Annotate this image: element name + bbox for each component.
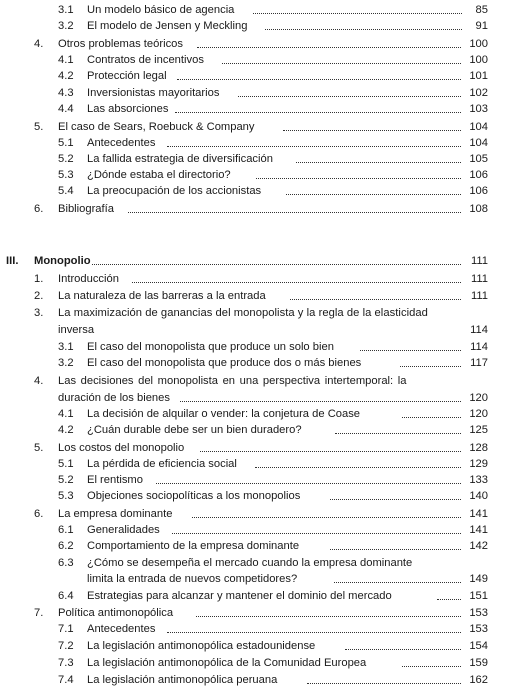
entry-title: La legislación antimonopólica estadounidense [87, 640, 316, 652]
dot-leader [402, 406, 461, 418]
toc-entry [0, 538, 517, 554]
dot-leader [283, 119, 461, 131]
toc-entry [0, 655, 517, 671]
entry-page: 133 [469, 474, 488, 486]
entry-page: 153 [469, 623, 488, 635]
entry-number: 4.1 [58, 54, 74, 66]
entry-title: Bibliografía [58, 203, 114, 215]
toc-entry [0, 101, 517, 117]
entry-page: 105 [469, 153, 488, 165]
entry-number: 1. [34, 273, 44, 285]
toc-entry [0, 406, 517, 422]
entry-page: 151 [469, 590, 488, 602]
dot-leader [330, 538, 461, 550]
entry-page: 128 [469, 442, 488, 454]
entry-page: 142 [469, 540, 488, 552]
dot-leader [132, 271, 461, 283]
entry-title: Estrategias para alcanzar y mantener el dominio del mercado [87, 590, 392, 602]
toc-entry [0, 672, 517, 688]
entry-number: 4.4 [58, 103, 74, 115]
entry-page: 117 [470, 357, 488, 369]
entry-page: 104 [469, 137, 488, 149]
entry-title-continued: inversa [58, 324, 95, 336]
dot-leader [172, 522, 461, 534]
dot-leader [286, 183, 461, 195]
dot-leader [192, 506, 461, 518]
chapter-number: III. [6, 255, 19, 267]
entry-page: 111 [470, 273, 488, 285]
toc-entry [0, 52, 517, 68]
entry-number: 3.2 [58, 357, 74, 369]
entry-title: ¿Cuán durable debe ser un bien duradero? [87, 424, 302, 436]
entry-number: 7.2 [58, 640, 74, 652]
entry-title: La pérdida de eficiencia social [87, 458, 237, 470]
chapter-page: 111 [470, 255, 488, 267]
dot-leader [437, 588, 461, 600]
entry-number: 7.1 [58, 623, 74, 635]
entry-page: 125 [469, 424, 488, 436]
entry-title: Los costos del monopolio [58, 442, 185, 454]
entry-title: La fallida estrategia de diversificación [87, 153, 273, 165]
entry-page: 120 [469, 392, 488, 404]
toc-entry [0, 271, 517, 287]
toc-entry [0, 2, 517, 18]
entry-number: 5. [34, 121, 44, 133]
entry-page: 140 [469, 490, 488, 502]
dot-leader [290, 288, 461, 300]
dot-leader [296, 151, 461, 163]
entry-title: El modelo de Jensen y Meckling [87, 20, 248, 32]
dot-leader [256, 167, 461, 179]
entry-title: El rentismo [87, 474, 143, 486]
entry-title: Objeciones sociopolíticas a los monopolios [87, 490, 301, 502]
toc-entry [0, 555, 517, 571]
dot-leader [334, 571, 461, 583]
entry-number: 6.3 [58, 557, 74, 569]
entry-page: 100 [469, 38, 488, 50]
toc-entry [0, 588, 517, 604]
entry-title: ¿Cómo se desempeña el mercado cuando la empresa dominante [87, 557, 413, 569]
toc-entry-continuation [0, 322, 517, 338]
dot-leader [156, 472, 461, 484]
entry-number: 3.1 [58, 341, 74, 353]
entry-number: 2. [34, 290, 44, 302]
entry-page: 108 [469, 203, 488, 215]
entry-number: 6.2 [58, 540, 74, 552]
toc-entry [0, 119, 517, 135]
entry-title: Otros problemas teóricos [58, 38, 183, 50]
entry-title: La maximización de ganancias del monopolista y la regla de la elasticidad [58, 307, 428, 319]
dot-leader [92, 253, 461, 265]
entry-page: 101 [469, 70, 488, 82]
entry-number: 5.3 [58, 490, 74, 502]
entry-title: Inversionistas mayoritarios [87, 87, 220, 99]
dot-leader [196, 605, 461, 617]
entry-page: 149 [469, 573, 488, 585]
dot-leader [400, 355, 461, 367]
toc-entry [0, 85, 517, 101]
entry-page: 104 [469, 121, 488, 133]
entry-number: 5.3 [58, 169, 74, 181]
entry-number: 7.4 [58, 674, 74, 686]
toc-entry [0, 355, 517, 371]
dot-leader [265, 18, 462, 30]
toc-entry [0, 522, 517, 538]
toc-entry [0, 621, 517, 637]
toc-entry [0, 339, 517, 355]
entry-number: 5.1 [58, 458, 74, 470]
toc-entry [0, 488, 517, 504]
entry-title: La decisión de alquilar o vender: la conjetura de Coase [87, 408, 361, 420]
entry-number: 3. [34, 307, 44, 319]
dot-leader [238, 85, 461, 97]
entry-title: La legislación antimonopólica peruana [87, 674, 278, 686]
dot-leader [307, 672, 461, 684]
entry-page: 120 [469, 408, 488, 420]
dot-leader [360, 339, 461, 351]
toc-entry [0, 506, 517, 522]
entry-page: 153 [469, 607, 488, 619]
entry-title: La naturaleza de las barreras a la entrada [58, 290, 266, 302]
entry-number: 7. [34, 607, 44, 619]
toc-entry [0, 151, 517, 167]
entry-number: 6.4 [58, 590, 74, 602]
entry-number: 6. [34, 508, 44, 520]
toc-entry [0, 68, 517, 84]
dot-leader [177, 68, 461, 80]
entry-title: ¿Dónde estaba el directorio? [87, 169, 231, 181]
dot-leader [345, 638, 461, 650]
entry-page: 114 [470, 341, 488, 353]
entry-title: El caso de Sears, Roebuck & Company [58, 121, 255, 133]
entry-page: 102 [469, 87, 488, 99]
toc-entry [0, 440, 517, 456]
entry-number: 4. [34, 375, 44, 387]
entry-title: Protección legal [87, 70, 167, 82]
entry-title: Antecedentes [87, 623, 156, 635]
dot-leader [128, 201, 461, 213]
entry-page: 162 [469, 674, 488, 686]
dot-leader [180, 390, 461, 402]
entry-title: El caso del monopolista que produce un solo bien [87, 341, 334, 353]
entry-title-continued: limita la entrada de nuevos competidores? [87, 573, 298, 585]
entry-page: 100 [469, 54, 488, 66]
toc-entry [0, 305, 517, 321]
dot-leader [335, 422, 461, 434]
entry-page: 111 [470, 290, 488, 302]
entry-title: Las absorciones [87, 103, 169, 115]
entry-number: 5.4 [58, 185, 74, 197]
toc-entry-continuation [0, 571, 517, 587]
dot-leader [253, 2, 462, 14]
dot-leader [197, 36, 461, 48]
entry-page: 85 [475, 4, 488, 16]
entry-number: 5. [34, 442, 44, 454]
entry-number: 4.2 [58, 424, 74, 436]
entry-title: Introducción [58, 273, 119, 285]
dot-leader [175, 101, 461, 113]
toc-chapter-entry [0, 253, 517, 269]
dot-leader [200, 440, 461, 452]
entry-number: 4.2 [58, 70, 74, 82]
entry-title: Comportamiento de la empresa dominante [87, 540, 300, 552]
entry-page: 106 [469, 185, 488, 197]
entry-page: 129 [469, 458, 488, 470]
entry-page: 114 [470, 324, 488, 336]
chapter-title: Monopolio [34, 255, 91, 267]
entry-title: Un modelo básico de agencia [87, 4, 235, 16]
entry-number: 6. [34, 203, 44, 215]
entry-title-continued: duración de los bienes [58, 392, 170, 404]
entry-number: 3.1 [58, 4, 74, 16]
toc-entry [0, 135, 517, 151]
entry-page: 154 [469, 640, 488, 652]
toc-entry [0, 605, 517, 621]
entry-title: Contratos de incentivos [87, 54, 204, 66]
toc-entry [0, 201, 517, 217]
toc-entry [0, 183, 517, 199]
entry-page: 106 [469, 169, 488, 181]
toc-entry [0, 422, 517, 438]
entry-title: La legislación antimonopólica de la Comunidad Europea [87, 657, 367, 669]
entry-page: 141 [469, 508, 488, 520]
toc-entry [0, 456, 517, 472]
toc-entry [0, 18, 517, 34]
dot-leader [330, 488, 461, 500]
entry-title: Antecedentes [87, 137, 156, 149]
entry-number: 7.3 [58, 657, 74, 669]
entry-number: 4.1 [58, 408, 74, 420]
entry-page: 159 [469, 657, 488, 669]
entry-number: 5.1 [58, 137, 74, 149]
toc-entry [0, 373, 517, 389]
entry-title: Política antimonopólica [58, 607, 174, 619]
entry-number: 5.2 [58, 474, 74, 486]
toc-entry [0, 638, 517, 654]
toc-entry [0, 472, 517, 488]
entry-page: 91 [475, 20, 488, 32]
entry-page: 141 [469, 524, 488, 536]
dot-leader [255, 456, 461, 468]
dot-leader [167, 621, 461, 633]
toc-entry [0, 288, 517, 304]
dot-leader [167, 135, 461, 147]
entry-page: 103 [469, 103, 488, 115]
entry-number: 6.1 [58, 524, 74, 536]
entry-title: Las decisiones del monopolista en una perspectiva intertemporal: la [58, 375, 407, 387]
entry-title: El caso del monopolista que produce dos o más bienes [87, 357, 362, 369]
toc-entry [0, 36, 517, 52]
dot-leader [402, 655, 461, 667]
entry-number: 4. [34, 38, 44, 50]
dot-leader [222, 52, 461, 64]
toc-entry [0, 167, 517, 183]
entry-number: 5.2 [58, 153, 74, 165]
entry-number: 4.3 [58, 87, 74, 99]
entry-title: La preocupación de los accionistas [87, 185, 262, 197]
entry-number: 3.2 [58, 20, 74, 32]
entry-title: La empresa dominante [58, 508, 173, 520]
toc-entry-continuation [0, 390, 517, 406]
entry-title: Generalidades [87, 524, 160, 536]
